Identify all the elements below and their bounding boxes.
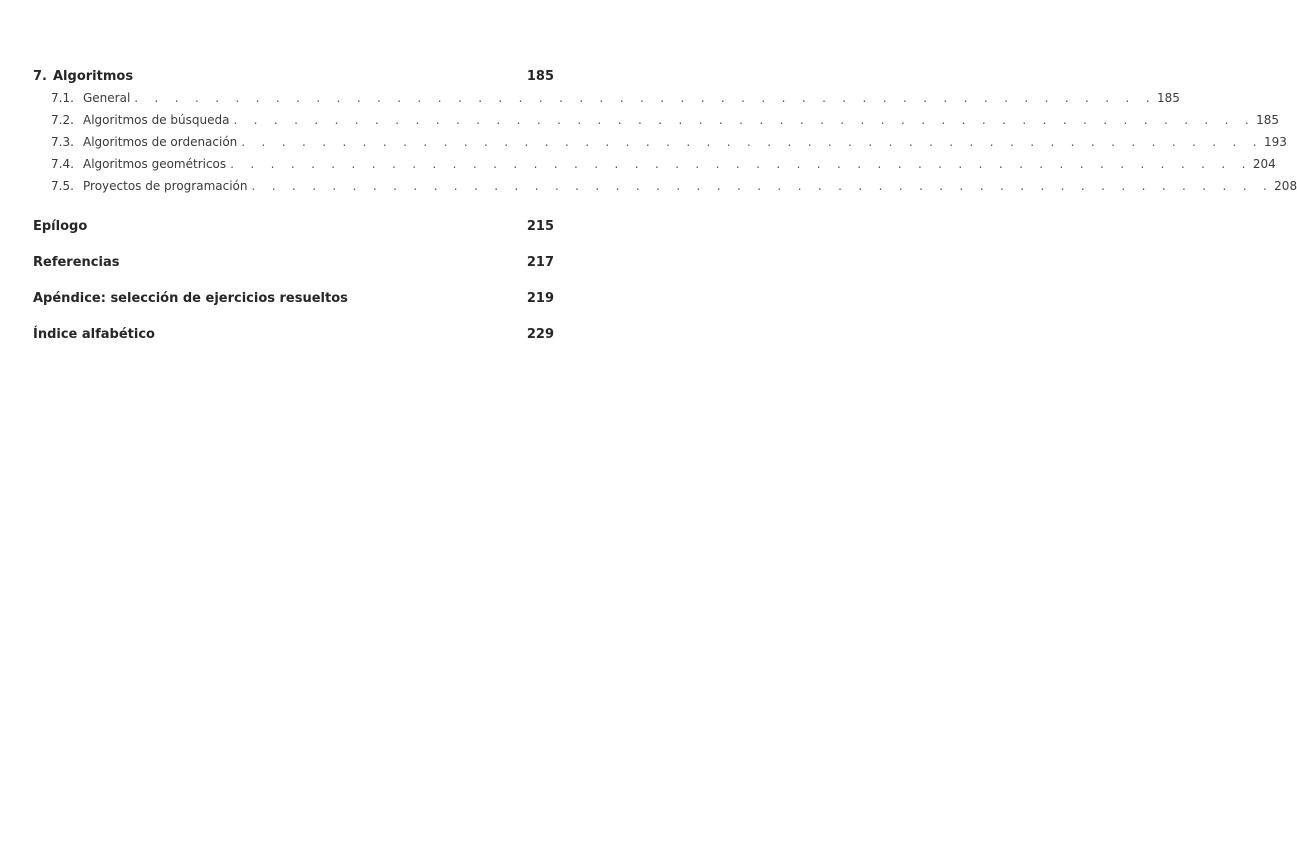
chapter-7-entry[interactable] (33, 68, 1297, 200)
section-entry-7-1[interactable] (33, 90, 1180, 112)
section-page: 185 (1156, 91, 1180, 105)
dot-leader: . . . . . . . . . . . . . . . . . . . . . . . . . . . . . . . . . . . . . . . . . . . . . . . . . . . (241, 135, 1263, 149)
dot-leader: . . . . . . . . . . . . . . . . . . . . . . . . . . . . . . . . . . . . . . . . . . . . . . . . . . . (230, 157, 1252, 171)
section-title: Algoritmos geométricos (83, 157, 227, 171)
section-title: General (83, 91, 131, 105)
dot-leader: . . . . . . . . . . . . . . . . . . . . . . . . . . . . . . . . . . . . . . . . . . . . . . . . . . . (233, 113, 1255, 127)
table-of-contents (33, 68, 1297, 344)
chapter-title: Referencias (33, 255, 120, 270)
chapter-page: 215 (526, 219, 554, 234)
section-number: 7.2. (51, 113, 74, 127)
section-entry-7-4[interactable] (33, 156, 1276, 178)
section-title: Algoritmos de ordenación (83, 135, 238, 149)
section-number: 7.1. (51, 91, 74, 105)
section-number: 7.5. (51, 179, 74, 193)
dot-leader: . . . . . . . . . . . . . . . . . . . . . . . . . . . . . . . . . . . . . . . . . . . . . . . . . . . (251, 179, 1274, 193)
section-entry-7-3[interactable] (33, 134, 1287, 156)
chapter-title: Epílogo (33, 219, 88, 234)
section-entry-7-5[interactable] (33, 178, 1297, 200)
section-page: 204 (1252, 157, 1276, 171)
indice-entry[interactable] (33, 326, 554, 344)
section-title: Proyectos de programación (83, 179, 248, 193)
chapter-number: 7. (33, 69, 47, 84)
chapter-page: 217 (526, 255, 554, 270)
chapter-title: Índice alfabético (33, 327, 155, 342)
chapter-page: 229 (526, 327, 554, 342)
section-title: Algoritmos de búsqueda (83, 113, 230, 127)
apendice-entry[interactable] (33, 290, 554, 308)
chapter-page: 219 (526, 291, 554, 306)
chapter-page: 185 (526, 69, 554, 84)
section-entry-7-2[interactable] (33, 112, 1279, 134)
chapter-title: Algoritmos (53, 69, 134, 84)
referencias-entry[interactable] (33, 254, 554, 272)
chapter-title: Apéndice: selección de ejercicios resueltos (33, 291, 348, 306)
chapter-heading (33, 68, 133, 86)
section-number: 7.4. (51, 157, 74, 171)
section-page: 193 (1263, 135, 1287, 149)
chapter-heading-row (33, 68, 554, 86)
section-number: 7.3. (51, 135, 74, 149)
section-page: 208 (1274, 179, 1297, 193)
section-page: 185 (1256, 113, 1279, 127)
dot-leader: . . . . . . . . . . . . . . . . . . . . . . . . . . . . . . . . . . . . . . . . . . . . . . . . . . . (134, 91, 1156, 105)
epilogo-entry[interactable] (33, 218, 554, 236)
section-list (33, 90, 1297, 200)
